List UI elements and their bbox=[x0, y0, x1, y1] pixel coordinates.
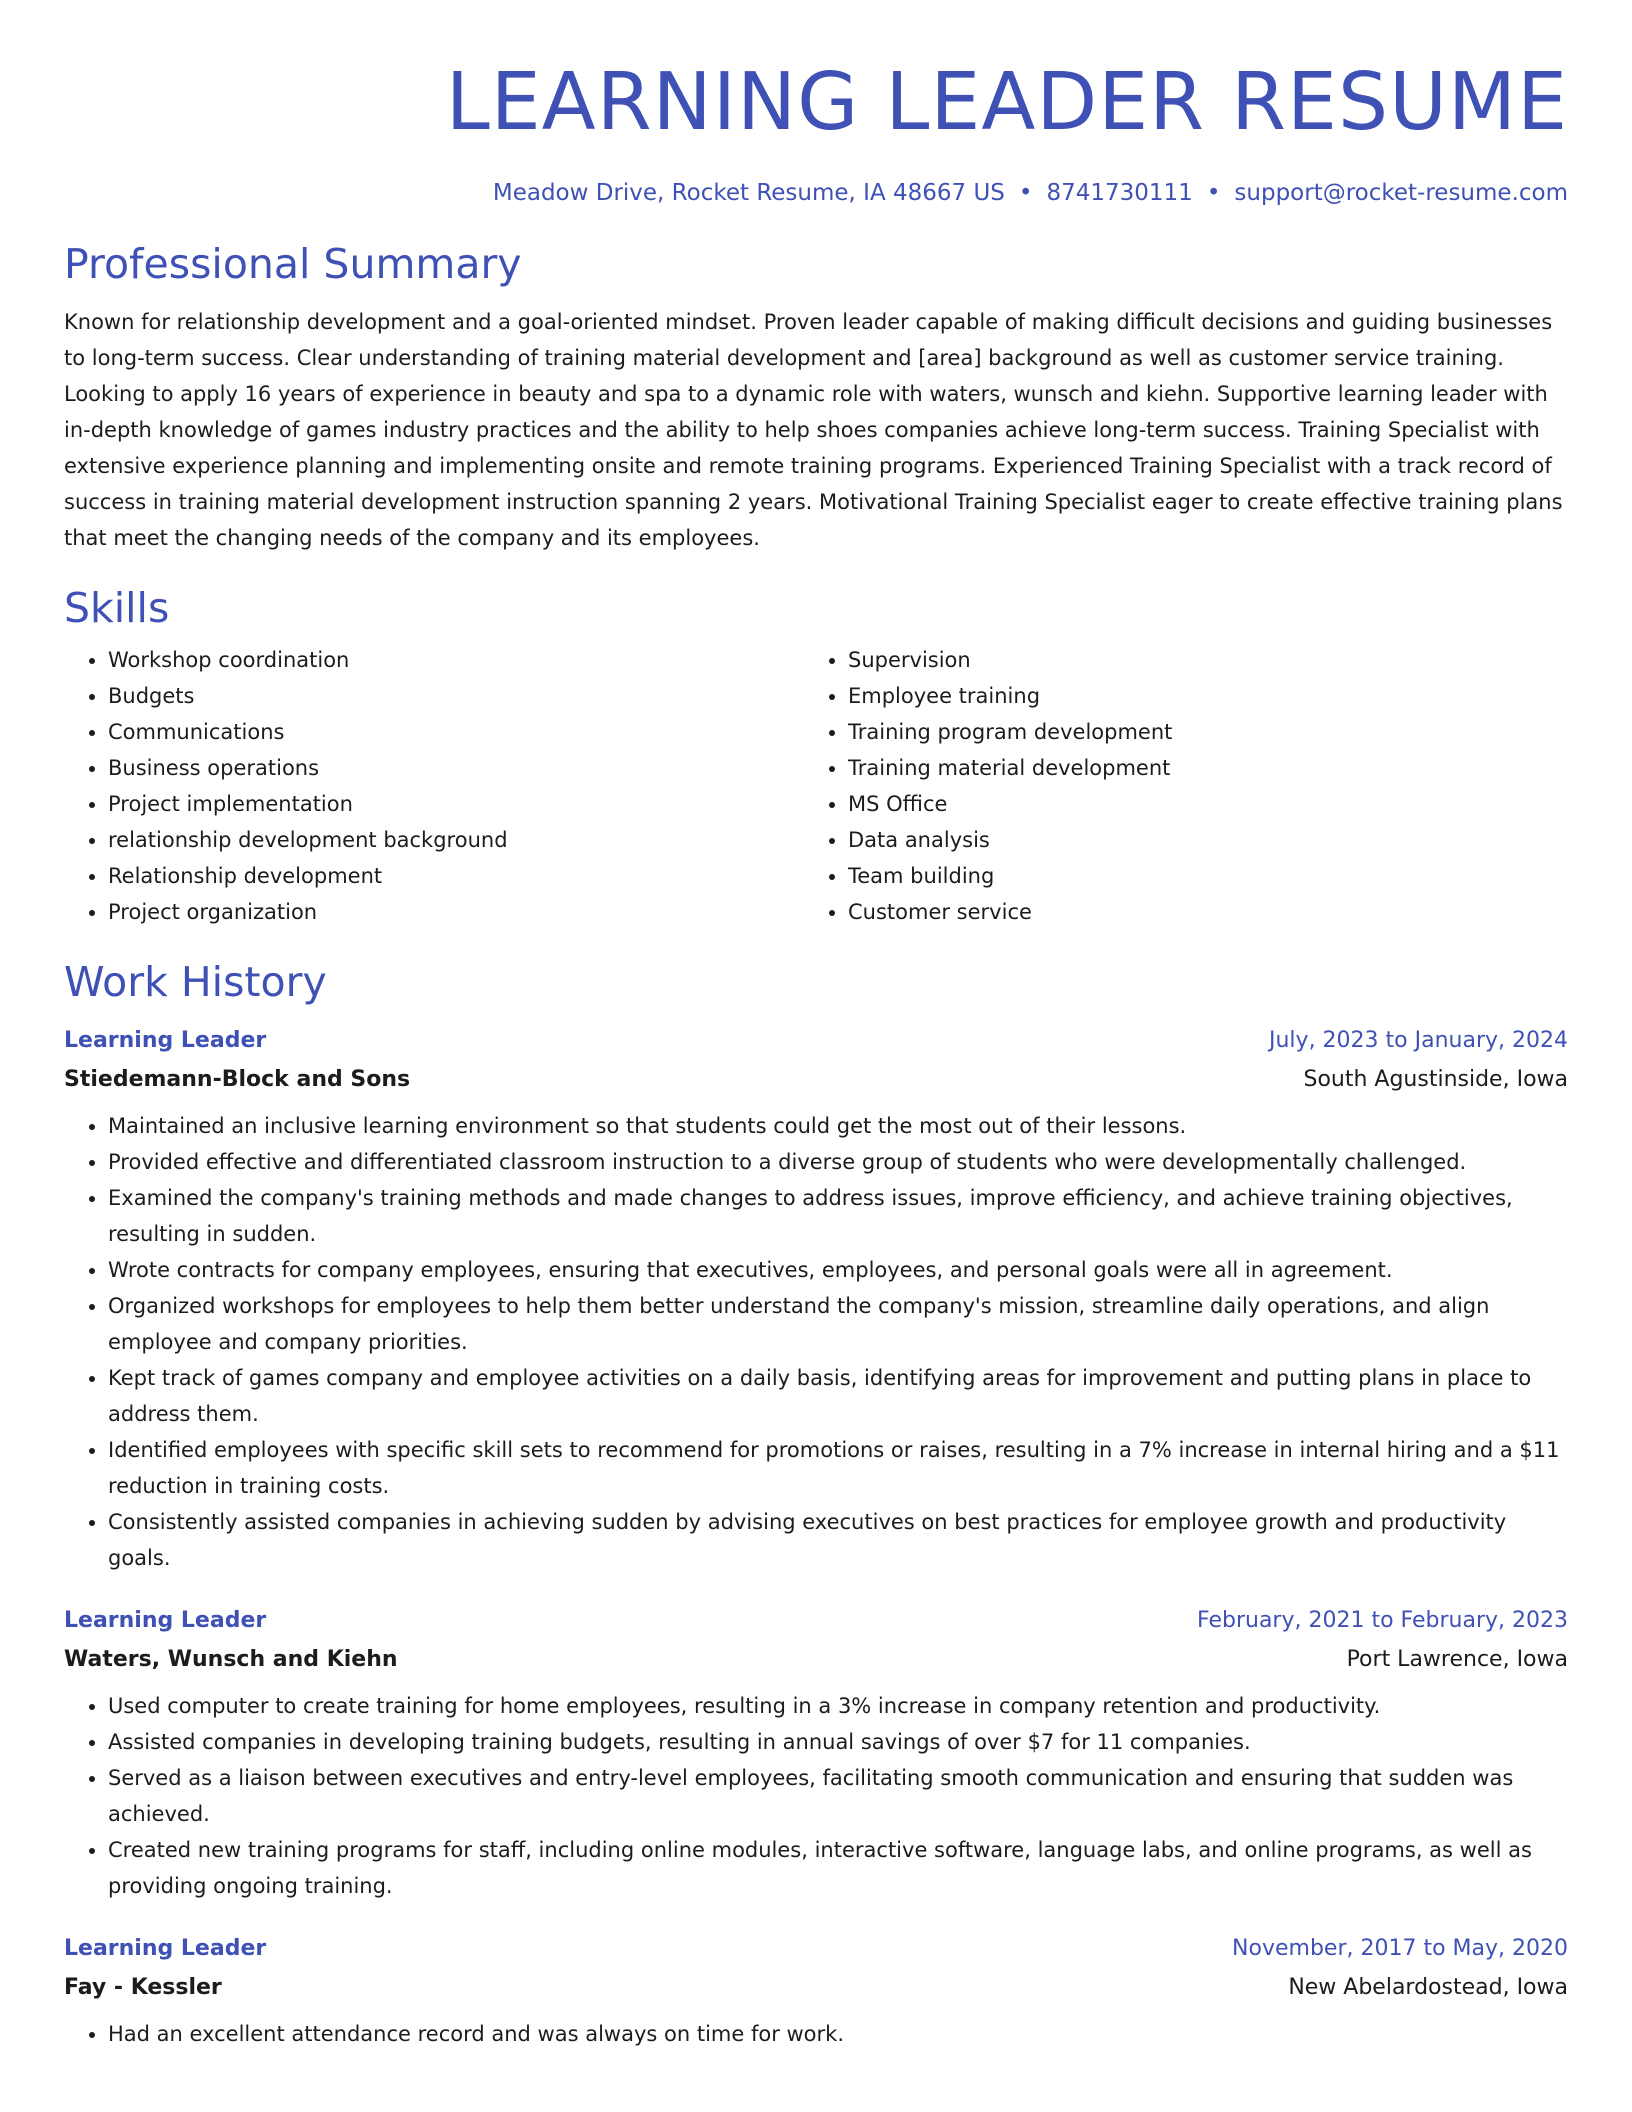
summary-heading: Professional Summary bbox=[64, 240, 522, 288]
summary-text: Known for relationship development and a goal-oriented mindset. Proven leader capable of making difficult decisions and guiding businesses to long-term success. Clear understanding of training material development and [area] background as well as customer service training. Looking to apply 16 years of experience in beauty and spa to a dynamic role with waters, wunsch and kiehn. Supportive learning leader with in-depth knowledge of games industry practices and the ability to help shoes companies achieve long-term success. Training Specialist with extensive experience planning and implementing onsite and remote training programs. Experienced Training Specialist with a track record of success in training material development instruction spanning 2 years. Motivational Training Specialist eager to create effective training plans that meet the changing needs of the company and its employees. bbox=[64, 310, 1563, 550]
skill-item: • Business operations bbox=[108, 750, 804, 786]
job-bullets bbox=[64, 1688, 1568, 1904]
job-location: New Abelardostead, Iowa bbox=[1288, 1975, 1568, 2000]
skill-item: • relationship development background bbox=[108, 822, 804, 858]
skill-item: • Customer service bbox=[848, 894, 1564, 930]
job-bullet: • Created new training programs for staff, including online modules, interactive software, language labs, and online programs, as well as providing ongoing training. bbox=[108, 1832, 1568, 1904]
skill-item: • Relationship development bbox=[108, 858, 804, 894]
contact-separator: • bbox=[1018, 180, 1033, 206]
summary-section bbox=[64, 238, 1568, 556]
job-entry bbox=[64, 1022, 1568, 1576]
work-history-heading: Work History bbox=[64, 958, 327, 1006]
job-dates: February, 2021 to February, 2023 bbox=[1197, 1608, 1568, 1633]
job-bullets bbox=[64, 1108, 1568, 1576]
resume-header bbox=[64, 54, 1568, 208]
job-bullet: • Consistently assisted companies in achieving sudden by advising executives on best practices for employee growth and productivity goals. bbox=[108, 1504, 1568, 1576]
job-company-row bbox=[64, 1640, 1568, 1680]
skill-item: • Workshop coordination bbox=[108, 642, 804, 678]
job-bullet: • Kept track of games company and employee activities on a daily basis, identifying areas for improvement and putting plans in place to address them. bbox=[108, 1360, 1568, 1432]
job-bullet: • Organized workshops for employees to help them better understand the company's mission, streamline daily operations, and align employee and company priorities. bbox=[108, 1288, 1568, 1360]
job-bullet: • Provided effective and differentiated classroom instruction to a diverse group of students who were developmentally challenged. bbox=[108, 1144, 1568, 1180]
job-bullet: • Used computer to create training for home employees, resulting in a 3% increase in company retention and productivity. bbox=[108, 1688, 1568, 1724]
skill-item: • Project implementation bbox=[108, 786, 804, 822]
job-title: Learning Leader bbox=[64, 1028, 267, 1053]
job-bullet: • Had an excellent attendance record and was always on time for work. bbox=[108, 2016, 1568, 2052]
job-company: Waters, Wunsch and Kiehn bbox=[64, 1647, 398, 1672]
skills-section bbox=[64, 582, 1568, 930]
skill-item: • Communications bbox=[108, 714, 804, 750]
skill-item: • Project organization bbox=[108, 894, 804, 930]
job-company: Stiedemann-Block and Sons bbox=[64, 1067, 411, 1092]
contact-phone: 8741730111 bbox=[1046, 180, 1193, 206]
job-bullet: • Examined the company's training methods and made changes to address issues, improve efficiency, and achieve training objectives, resulting in sudden. bbox=[108, 1180, 1568, 1252]
job-bullet: • Served as a liaison between executives and entry-level employees, facilitating smooth communication and ensuring that sudden was achieved. bbox=[108, 1760, 1568, 1832]
skill-item: • Supervision bbox=[848, 642, 1564, 678]
skill-item: • Team building bbox=[848, 858, 1564, 894]
job-title: Learning Leader bbox=[64, 1608, 267, 1633]
job-dates: November, 2017 to May, 2020 bbox=[1232, 1936, 1568, 1961]
resume-title: LEARNING LEADER RESUME bbox=[445, 56, 1568, 148]
contact-separator: • bbox=[1206, 180, 1221, 206]
skill-item: • Training program development bbox=[848, 714, 1564, 750]
work-history-section bbox=[64, 956, 1568, 2052]
job-entry bbox=[64, 1930, 1568, 2052]
contact-email: support@rocket-resume.com bbox=[1234, 180, 1568, 206]
job-bullets bbox=[64, 2016, 1568, 2052]
job-title: Learning Leader bbox=[64, 1936, 267, 1961]
job-bullet: • Maintained an inclusive learning environment so that students could get the most out of their lessons. bbox=[108, 1108, 1568, 1144]
job-bullet: • Assisted companies in developing training budgets, resulting in annual savings of over $7 for 11 companies. bbox=[108, 1724, 1568, 1760]
contact-address: Meadow Drive, Rocket Resume, IA 48667 US bbox=[492, 180, 1005, 206]
job-bullet: • Identified employees with specific skill sets to recommend for promotions or raises, resulting in a 7% increase in internal hiring and a $11 reduction in training costs. bbox=[108, 1432, 1568, 1504]
job-dates: July, 2023 to January, 2024 bbox=[1269, 1028, 1568, 1053]
skills-list-left bbox=[64, 642, 804, 930]
job-title-row bbox=[64, 1022, 1568, 1060]
skill-item: • Data analysis bbox=[848, 822, 1564, 858]
skill-item: • Budgets bbox=[108, 678, 804, 714]
job-location: South Agustinside, Iowa bbox=[1303, 1067, 1568, 1092]
job-company-row bbox=[64, 1060, 1568, 1100]
skills-list-right bbox=[804, 642, 1564, 930]
skill-item: • MS Office bbox=[848, 786, 1564, 822]
job-company-row bbox=[64, 1968, 1568, 2008]
skill-item: • Employee training bbox=[848, 678, 1564, 714]
skills-heading: Skills bbox=[64, 584, 170, 632]
job-entry bbox=[64, 1602, 1568, 1904]
job-location: Port Lawrence, Iowa bbox=[1346, 1647, 1568, 1672]
job-company: Fay - Kessler bbox=[64, 1975, 222, 2000]
job-title-row bbox=[64, 1602, 1568, 1640]
skills-grid bbox=[64, 642, 1568, 930]
skill-item: • Training material development bbox=[848, 750, 1564, 786]
contact-line bbox=[64, 178, 1568, 208]
job-bullet: • Wrote contracts for company employees, ensuring that executives, employees, and personal goals were all in agreement. bbox=[108, 1252, 1568, 1288]
job-title-row bbox=[64, 1930, 1568, 1968]
